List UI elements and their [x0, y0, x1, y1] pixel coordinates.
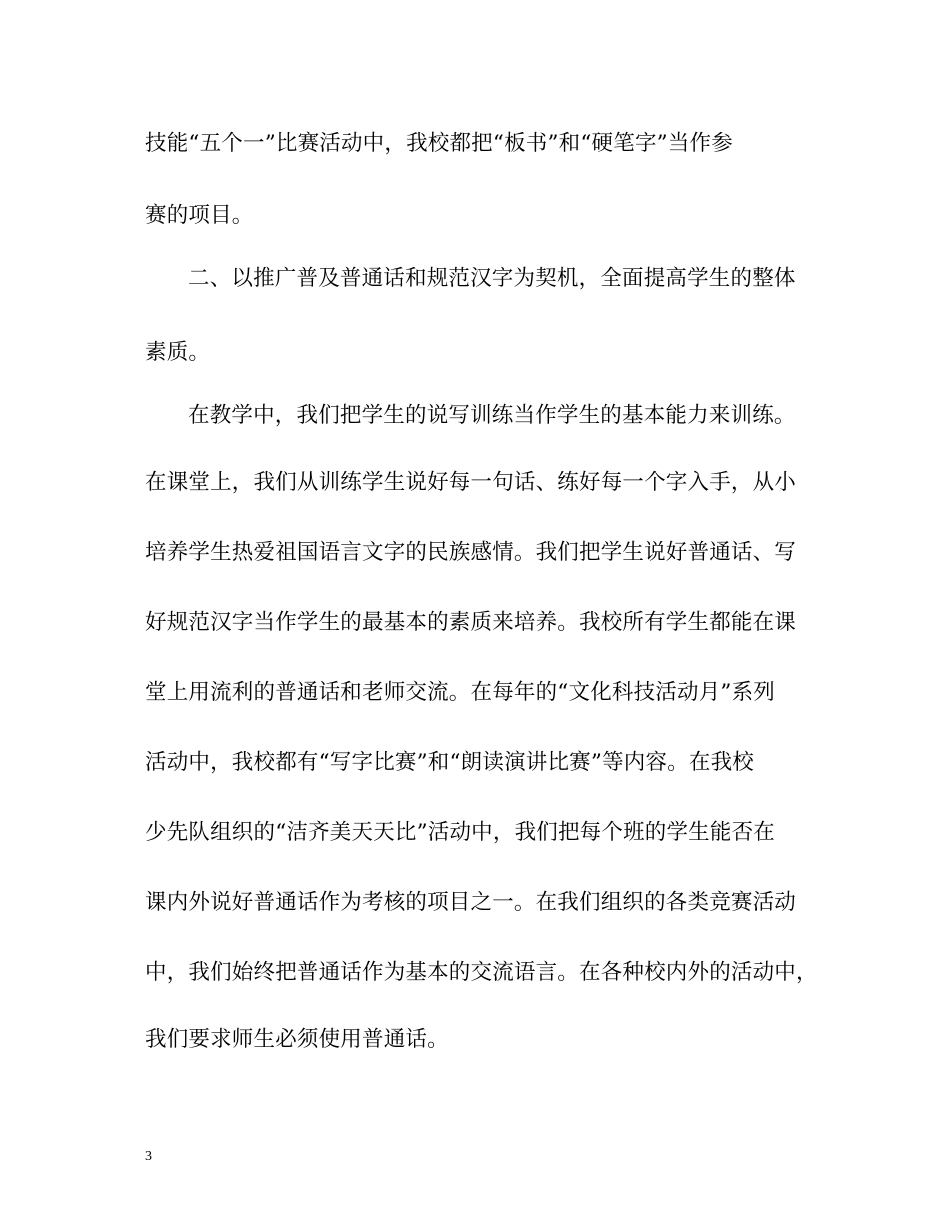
body-text-line: 在课堂上，我们从训练学生说好每一句话、练好每一个字入手，从小 — [145, 470, 797, 495]
body-text-line: 素质。 — [145, 340, 211, 365]
body-text-line: 好规范汉字当作学生的最基本的素质来培养。我校所有学生都能在课 — [145, 610, 797, 635]
body-text-line: 堂上用流利的普通话和老师交流。在每年的“文化科技活动月”系列 — [145, 680, 775, 705]
body-text-line: 活动中，我校都有“写字比赛”和“朗读演讲比赛”等内容。在我校 — [145, 750, 754, 775]
body-text-line: 课内外说好普通话作为考核的项目之一。在我们组织的各类竞赛活动 — [145, 890, 797, 915]
paragraph-first-line: 在教学中，我们把学生的说写训练当作学生的基本能力来训练。 — [188, 403, 796, 428]
body-text-line: 培养学生热爱祖国语言文字的民族感情。我们把学生说好普通话、写 — [145, 540, 797, 565]
body-text-line: 少先队组织的“洁齐美天天比”活动中，我们把每个班的学生能否在 — [145, 820, 775, 845]
page-number: 3 — [145, 1149, 152, 1164]
body-text-line: 技能“五个一”比赛活动中，我校都把“板书”和“硬笔字”当作参 — [145, 131, 733, 156]
body-text-line: 赛的项目。 — [145, 203, 254, 228]
section-heading: 二、以推广普及普通话和规范汉字为契机，全面提高学生的整体 — [188, 266, 796, 291]
body-text-line: 中，我们始终把普通话作为基本的交流语言。在各种校内外的活动中， — [145, 960, 818, 985]
body-text-line: 我们要求师生必须使用普通话。 — [145, 1027, 449, 1052]
